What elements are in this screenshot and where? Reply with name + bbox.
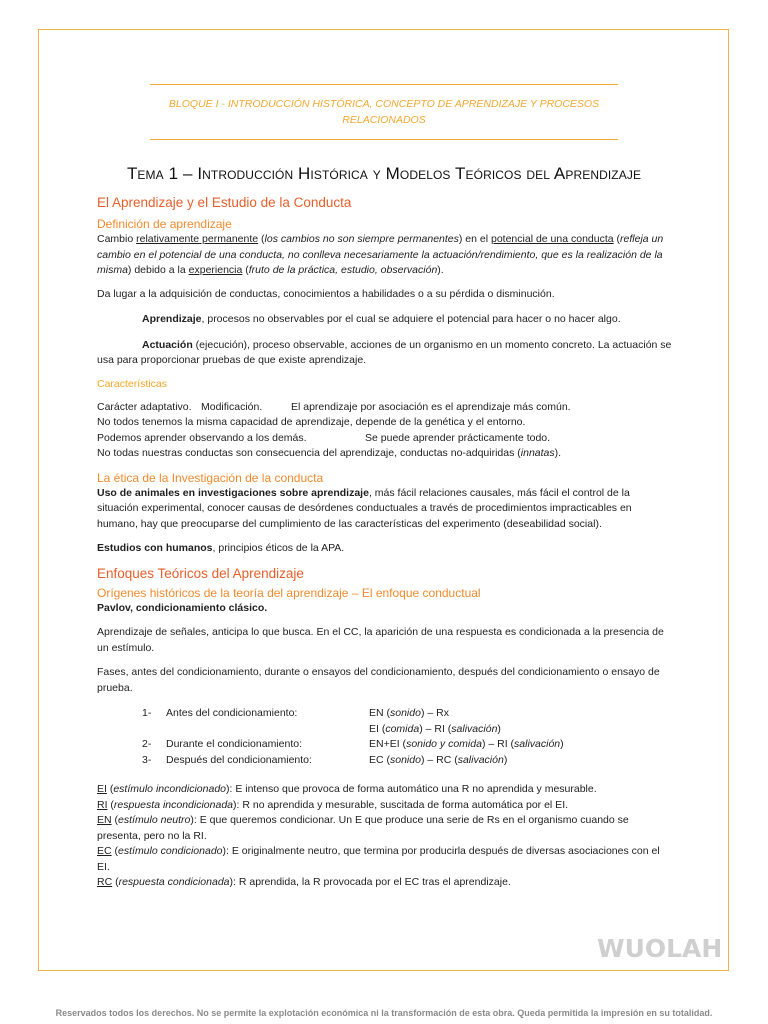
section-heading-aprendizaje: El Aprendizaje y el Estudio de la Conducta bbox=[97, 195, 352, 210]
char-item: Se puede aprender prácticamente todo. bbox=[365, 431, 551, 444]
phase-row: 1- Antes del condicionamiento: EN (sonido) – Rx bbox=[142, 707, 449, 719]
char-item: Modificación. bbox=[201, 400, 263, 413]
wuolah-watermark: WUOLAH bbox=[597, 934, 723, 963]
paragraph-estudios-humanos: Estudios con humanos, principios éticos de la APA. bbox=[97, 542, 345, 554]
document-body bbox=[97, 194, 673, 891]
phase-row: EI (comida) – RI (salivación) bbox=[369, 722, 501, 735]
phase-row: 3- Después del condicionamiento: EC (sonido) – RC (salivación) bbox=[142, 753, 508, 766]
definition-item: EN (estímulo neutro): E que queremos condicionar. Un E que produce una serie de Rs en el organismo cuando se presenta, pero no la RI. bbox=[97, 814, 629, 842]
page-title: Tema 1 – Introducción Histórica y Modelos Teóricos del Aprendizaje bbox=[126, 164, 642, 183]
subheading-definicion: Definición de aprendizaje bbox=[97, 217, 232, 231]
subheading-origenes: Orígenes históricos de la teoría del aprendizaje – El enfoque conductual bbox=[97, 585, 481, 600]
definition-item: EC (estímulo condicionado): E originalmente neutro, que termina por producirla después de diversas asociaciones con el EI. bbox=[97, 845, 660, 873]
paragraph-etica-animales: Uso de animales en investigaciones sobre aprendizaje, más fácil relaciones causales, más fácil el control de la situación experimental, conocer causas de desórdenes conductuales a través de procedimientos impracticables en humano, hay que preocuparse del cumplimiento de las características del experimento (deseabilidad social). bbox=[97, 486, 632, 530]
definition-item: EI (estímulo incondicionado): E intenso que provoca de forma automático una R no aprendida y mesurable. bbox=[97, 783, 597, 795]
phase-row: 2- Durante el condicionamiento: EN+EI (sonido y comida) – RI (salivación) bbox=[142, 738, 564, 750]
char-item: El aprendizaje por asociación es el aprendizaje más común. bbox=[291, 400, 571, 413]
block-header-line2: RELACIONADOS bbox=[342, 114, 426, 126]
paragraph-fases: Fases, antes del condicionamiento, durante o ensayos del condicionamiento, después del condicionamiento o ensayo de prueba. bbox=[97, 666, 660, 694]
char-item: Carácter adaptativo. bbox=[97, 400, 192, 413]
definition-item: RI (respuesta incondicionada): R no aprendida y mesurable, suscitada de forma automática por el EI. bbox=[97, 798, 569, 811]
subheading-etica: La ética de la Investigación de la conducta bbox=[97, 470, 324, 485]
subheading-caracteristicas: Características bbox=[97, 377, 168, 390]
char-item: Podemos aprender observando a los demás. bbox=[97, 431, 307, 444]
definitions-list bbox=[97, 782, 673, 891]
char-item: No todos tenemos la misma capacidad de aprendizaje, depende de la genética y el entorno. bbox=[97, 416, 526, 428]
char-item: No todas nuestras conductas son consecuencia del aprendizaje, conductas no-adquiridas (innatas). bbox=[97, 447, 562, 459]
phases-list bbox=[97, 706, 673, 768]
definition-paragraph: Cambio relativamente permanente (los cambios no son siempre permanentes) en el potencial de una conducta (refleja un cambio en el potencial de una conducta, no conlleva necesariamente la actuación/rendimiento, que es la realización de la misma) debido a la experiencia (fruto de la práctica, estudio, observación). bbox=[97, 233, 664, 276]
paragraph-aprendizaje: Aprendizaje, procesos no observables por el cual se adquiere el potencial para hacer o no hacer algo. bbox=[142, 313, 621, 325]
paragraph-senales: Aprendizaje de señales, anticipa lo que busca. En el CC, la aparición de una respuesta es condicionada a la presencia de un estímulo. bbox=[97, 626, 664, 654]
characteristics-list bbox=[97, 400, 673, 462]
definition-item: RC (respuesta condicionada): R aprendida, la R provocada por el EC tras el aprendizaje. bbox=[97, 876, 511, 888]
block-header bbox=[150, 84, 618, 140]
pavlov-heading: Pavlov, condicionamiento clásico. bbox=[97, 601, 268, 614]
paragraph-adquisicion: Da lugar a la adquisición de conductas, conocimientos a habilidades o a su pérdida o disminución. bbox=[97, 287, 555, 300]
block-header-line1: BLOQUE I - INTRODUCCIÓN HISTÓRICA, CONCEPTO DE APRENDIZAJE Y PROCESOS bbox=[168, 98, 600, 110]
paragraph-actuacion: Actuación (ejecución), proceso observable, acciones de un organismo en un momento concreto. La actuación se usa para proporcionar pruebas de que existe aprendizaje. bbox=[97, 338, 672, 366]
footer-rights: Reservados todos los derechos. No se permite la explotación económica ni la transformación de esta obra. Queda permitida la impresión en su totalidad. bbox=[55, 1008, 713, 1018]
section-heading-enfoques: Enfoques Teóricos del Aprendizaje bbox=[97, 565, 304, 581]
